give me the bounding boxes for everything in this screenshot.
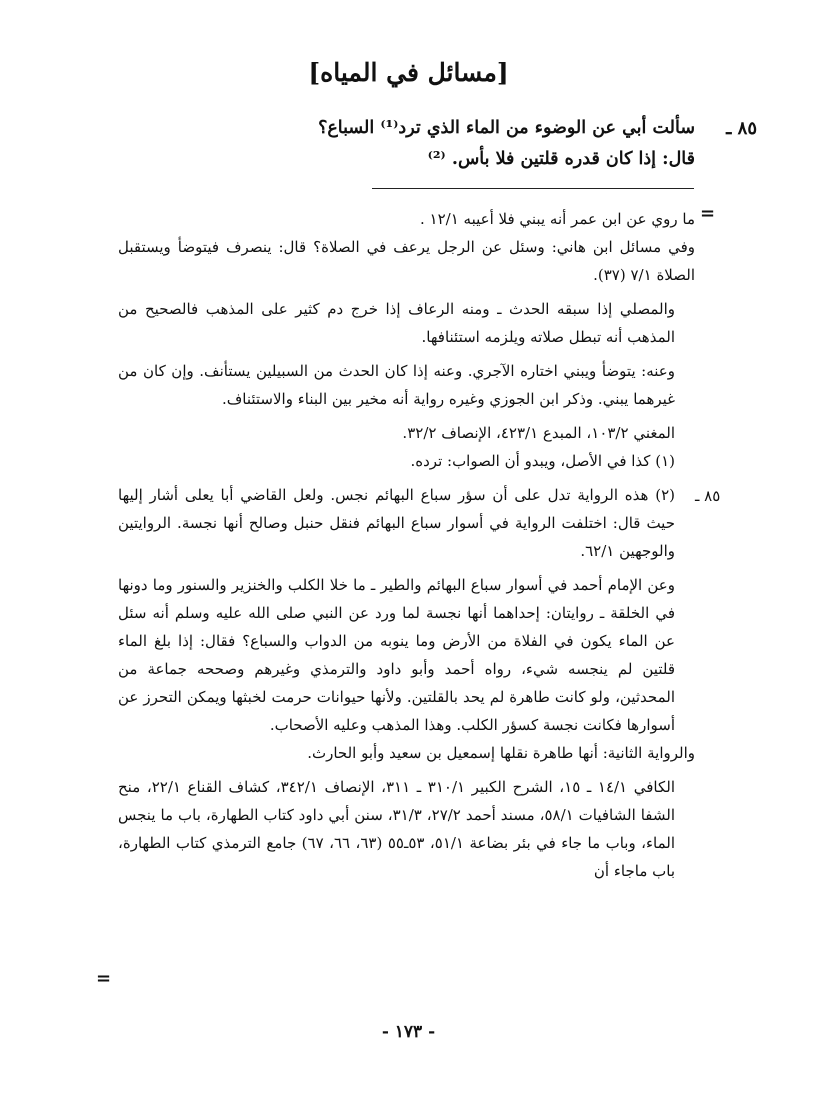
note-line: ما روي عن ابن عمر أنه يبني فلا أعيبه ١٢/١ .	[419, 210, 695, 228]
note-paragraph: وعن الإمام أحمد في أسوار سباع البهائم والطير ـ ما خلا الكلب والخنزير والسنور وما دونها في الخلقة ـ روايتان: إحداهما أنها نجسة لما ورد عن النبي صلى الله عليه وسلم أنه سئل عن الماء يكون في الفلاة من الأرض وما ينوبه من الدواب والسباع؟ فقال: إذا بلغ الماء قلتين لم ينجسه شيء، رواه أحمد وأبو داود والترمذي وغيرهم وصححه جماعة من المحدثين، ولو كانت طاهرة لم يحد بالقلتين. ولأنها حيوانات حرمت لخبثها ويمكن التحرز عن أسوارها فكانت نجسة كسؤر الكلب. وهذا المذهب وعليه الأصحاب.	[118, 576, 675, 734]
section-title: [مسائل في المياه]	[308, 58, 509, 87]
note-paragraph: وفي مسائل ابن هاني: وسئل عن الرجل يرعف في الصلاة؟ قال: ينصرف فيتوضأ ويستقبل الصلاة ٧/١ (٣٧).	[118, 238, 695, 284]
footnote-2: (٢) هذه الرواية تدل على أن سؤر سباع البهائم نجس. ولعل القاضي أبا يعلى أشار إليها حيث قال: اختلفت الرواية في أسوار سباع البهائم فنقل حنبل وصالح أنها نجسة. الروايتين والوجهين ٦٢/١.	[118, 486, 675, 560]
footnote-1: (١) كذا في الأصل، ويبدو أن الصواب: ترده.	[410, 452, 675, 470]
note-paragraph: والمصلي إذا سبقه الحدث ـ ومنه الرعاف إذا خرج دم كثير على المذهب فالصحيح من المذهب أنه تبطل صلاته ويلزمه استئنافها.	[118, 300, 675, 346]
page-number: - ١٧٣ -	[381, 1022, 436, 1042]
question-line: سألت أبي عن الوضوء من الماء الذي ترد⁽¹⁾ السباع؟	[318, 118, 695, 138]
note-reference: المغني ١٠٣/٢، المبدع ٤٢٣/١، الإنصاف ٣٢/٢.	[402, 424, 675, 442]
footnote-number: ٨٥ ـ	[695, 487, 721, 505]
note-paragraph: والرواية الثانية: أنها طاهرة نقلها إسمعيل بن سعيد وأبو الحارث.	[307, 744, 695, 762]
question-number: ٨٥ ـ	[726, 118, 757, 139]
footnote-separator	[372, 188, 694, 189]
main-text	[120, 113, 757, 175]
carry-over-mark-bottom: =	[96, 968, 112, 989]
note-paragraph: وعنه: يتوضأ ويبني اختاره الآجري. وعنه إذا كان الحدث من السبيلين يستأنف. وإن كان من غيرهما يبني. وذكر ابن الجوزي وغيره رواية أنه مخير بين البناء والاستئناف.	[118, 362, 675, 408]
footnotes	[118, 205, 695, 885]
note-reference: الكافي ١٤/١ ـ ١٥، الشرح الكبير ٣١٠/١ ـ ٣١١، الإنصاف ٣٤٢/١، كشاف القناع ٢٢/١، منح الشفا الشافيات ٥٨/١، مسند أحمد ٢٧/٢، ٣١/٣، سنن أبي داود كتاب الطهارة، باب ما ينجس الماء، وباب ما جاء في بئر بضاعة ٥١/١، ٥٣ـ٥٥ (٦٣، ٦٦، ٦٧) جامع الترمذي كتاب الطهارة، باب ماجاء أن	[118, 778, 676, 880]
carry-over-mark-top: =	[700, 203, 716, 224]
answer-line: قال: إذا كان قدره قلتين فلا بأس. ⁽²⁾	[427, 149, 695, 169]
